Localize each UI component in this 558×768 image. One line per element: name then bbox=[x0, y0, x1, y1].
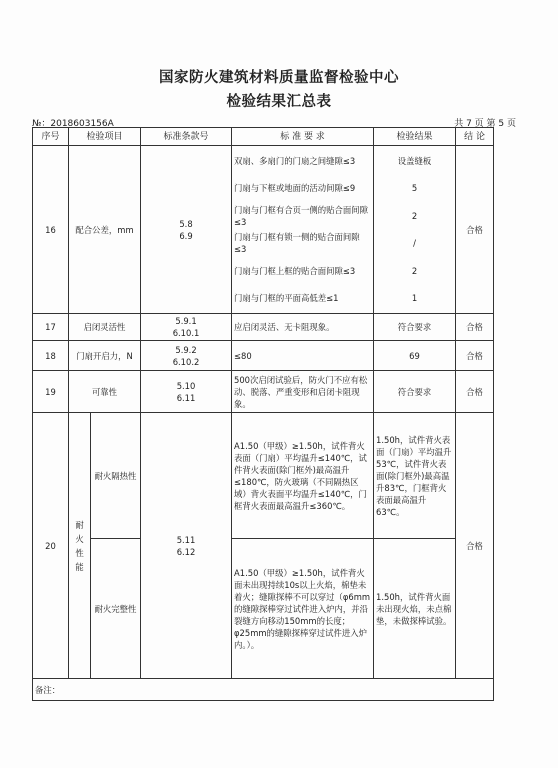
result-value: 5 bbox=[411, 183, 418, 194]
result-value: 1 bbox=[411, 293, 418, 304]
row-result: 1.50h，试件背火表面（门扇）平均温升53℃，试件背火表面(除门框外)最高温升83℃，门框背火表面最高温升63℃。 bbox=[374, 413, 456, 539]
result-value: / bbox=[413, 238, 416, 249]
row-item: 配合公差，mm bbox=[69, 146, 141, 314]
row-conclusion: 合格 bbox=[456, 371, 494, 413]
results-table bbox=[32, 127, 494, 701]
row-seq: 20 bbox=[33, 413, 69, 679]
row-result: 1.50h，试件背火面未出现火焰，未点棉垫，未做探棒试验。 bbox=[374, 539, 456, 679]
row-group-label: 耐 火 性 能 bbox=[69, 413, 91, 679]
requirement-line: 门扇与下框或地面的活动间隙≤9 bbox=[234, 183, 356, 194]
requirement-line: 门扇与门框的平面高低差≤1 bbox=[234, 293, 339, 304]
row-item: 可靠性 bbox=[69, 371, 141, 413]
requirement-line: 双扇、多扇门的门扇之间缝隙≤3 bbox=[234, 155, 356, 166]
row-result: 符合要求 bbox=[374, 314, 456, 341]
row-requirement: ≤80 bbox=[232, 341, 374, 371]
result-value: 2 bbox=[411, 210, 418, 221]
row-requirement: 500次启闭试验后，防火门不应有松动、脱落、严重变形和启闭卡阻现象。 bbox=[232, 371, 374, 413]
requirement-line: 门扇与门框有锁一侧的贴合面间隙≤3 bbox=[234, 232, 360, 255]
table-row bbox=[33, 413, 494, 539]
row-conclusion: 合格 bbox=[456, 413, 494, 679]
table-row bbox=[33, 341, 494, 371]
row-subitem: 耐火隔热性 bbox=[91, 413, 141, 539]
row-conclusion: 合格 bbox=[456, 341, 494, 371]
table-row bbox=[33, 539, 494, 679]
report-number: №：2018603156A bbox=[32, 119, 114, 129]
header-result: 检验结果 bbox=[374, 128, 456, 146]
remarks-label: 备注： bbox=[33, 679, 494, 701]
header-seq: 序号 bbox=[33, 128, 69, 146]
row-item: 门扇开启力，N bbox=[69, 341, 141, 371]
row-result: 符合要求 bbox=[374, 371, 456, 413]
remarks-row bbox=[33, 679, 494, 701]
row-requirement: A1.50（甲级）≥1.50h，试件背火面未出现持续10s以上火焰，棉垫未着火；缝隙探棒不可以穿过（φ6mm的缝隙探棒穿过试件进入炉内，并沿裂缝方向移动150mm的长度；φ25mm的缝隙探棒穿过试件进入炉内。）。 bbox=[232, 539, 374, 679]
row-seq: 17 bbox=[33, 314, 69, 341]
row-conclusion: 合格 bbox=[456, 146, 494, 314]
results-cell bbox=[374, 146, 456, 314]
requirements-cell bbox=[232, 146, 374, 314]
document-subtitle: 检验结果汇总表 bbox=[226, 94, 332, 110]
table-row bbox=[33, 314, 494, 341]
table-row bbox=[33, 146, 494, 314]
row-seq: 16 bbox=[33, 146, 69, 314]
requirement-line: 门扇与门框有合页一侧的贴合面间隙≤3 bbox=[234, 204, 369, 227]
row-requirement: A1.50（甲级）≥1.50h，试件背火表面（门扇）平均温升≤140℃，试件背火表面(除门框外)最高温升≤180℃，防火玻璃（不同隔热区域）背火表面平均温升≤140℃，门框背火表面最高温升≤360℃。 bbox=[232, 413, 374, 539]
table-row bbox=[33, 371, 494, 413]
row-subitem: 耐火完整性 bbox=[91, 539, 141, 679]
row-seq: 19 bbox=[33, 371, 69, 413]
table-header-row bbox=[33, 128, 494, 146]
requirement-line: 门扇与门框上框的贴合面间隙≤3 bbox=[234, 265, 356, 276]
row-clause: 5.8 6.9 bbox=[141, 146, 232, 314]
header-conclusion: 结 论 bbox=[456, 128, 494, 146]
row-clause: 5.11 6.12 bbox=[141, 413, 232, 679]
result-value: 2 bbox=[411, 265, 418, 276]
row-clause: 5.9.2 6.10.2 bbox=[141, 341, 232, 371]
row-clause: 5.9.1 6.10.1 bbox=[141, 314, 232, 341]
header-clause: 标准条款号 bbox=[141, 128, 232, 146]
result-value: 设盖缝板 bbox=[397, 155, 432, 166]
header-item: 检验项目 bbox=[69, 128, 141, 146]
row-item: 启闭灵活性 bbox=[69, 314, 141, 341]
row-requirement: 应启闭灵活、无卡阻现象。 bbox=[232, 314, 374, 341]
document-title: 国家防火建筑材料质量监督检验中心 bbox=[159, 70, 399, 86]
page-indicator: 共 7 页 第 5 页 bbox=[454, 119, 516, 129]
row-result: 69 bbox=[374, 341, 456, 371]
row-seq: 18 bbox=[33, 341, 69, 371]
header-requirement: 标 准 要 求 bbox=[232, 128, 374, 146]
row-conclusion: 合格 bbox=[456, 314, 494, 341]
row-clause: 5.10 6.11 bbox=[141, 371, 232, 413]
